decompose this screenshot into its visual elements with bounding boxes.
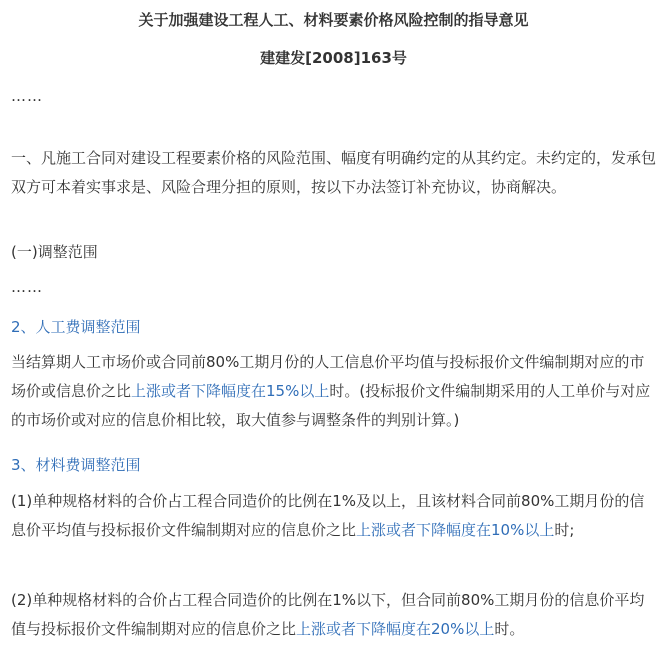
- section-2-text-before: 当结算期人工市场价或合同前80%工期月份的人工信息价平均值与投标报价文件编制期对应的市场价或信息价之比: [11, 353, 645, 400]
- paragraph-one: 一、凡施工合同对建设工程要素价格的风险范围、幅度有明确约定的从其约定。未约定的，发承包双方可本着实事求是、风险合理分担的原则，按以下办法签订补充协议，协商解决。: [11, 149, 657, 196]
- section-3-item-2: [11, 586, 656, 644]
- section-3-item-1-after: 时;: [554, 521, 575, 539]
- document-title: 关于加强建设工程人工、材料要素价格风险控制的指导意见: [138, 11, 529, 29]
- document-number: 建建发[2008]163号: [260, 49, 407, 67]
- section-2-paragraph: [11, 348, 656, 435]
- section-2-highlight: 上涨或者下降幅度在15%以上: [131, 382, 330, 400]
- section-3-item-1: [11, 487, 656, 545]
- section-3-item-1-highlight: 上涨或者下降幅度在10%以上: [356, 521, 555, 539]
- ellipsis-mid: ……: [11, 278, 43, 296]
- section-3-item-2-before: (2)单种规格材料的合价占工程合同造价的比例在1%以下，但合同前80%工期月份的信息价平均值与投标报价文件编制期对应的信息价之比: [11, 591, 645, 638]
- section-2-heading: 2、人工费调整范围: [11, 318, 141, 336]
- section-3-item-2-highlight: 上涨或者下降幅度在20%以上: [296, 620, 495, 638]
- section-3-heading: 3、材料费调整范围: [11, 456, 141, 474]
- section-2-text-after: 时。(投标报价文件编制期采用的人工单价与对应的市场价或对应的信息价相比较，取大值参与调整条件的判别计算。): [11, 382, 651, 429]
- ellipsis-top: ……: [11, 87, 43, 105]
- section-3-item-1-before: (1)单种规格材料的合价占工程合同造价的比例在1%及以上，且该材料合同前80%工期月份的信息价平均值与投标报价文件编制期对应的信息价之比: [11, 492, 645, 539]
- section-3-item-2-after: 时。: [494, 620, 525, 638]
- subheading-scope: (一)调整范围: [11, 243, 98, 261]
